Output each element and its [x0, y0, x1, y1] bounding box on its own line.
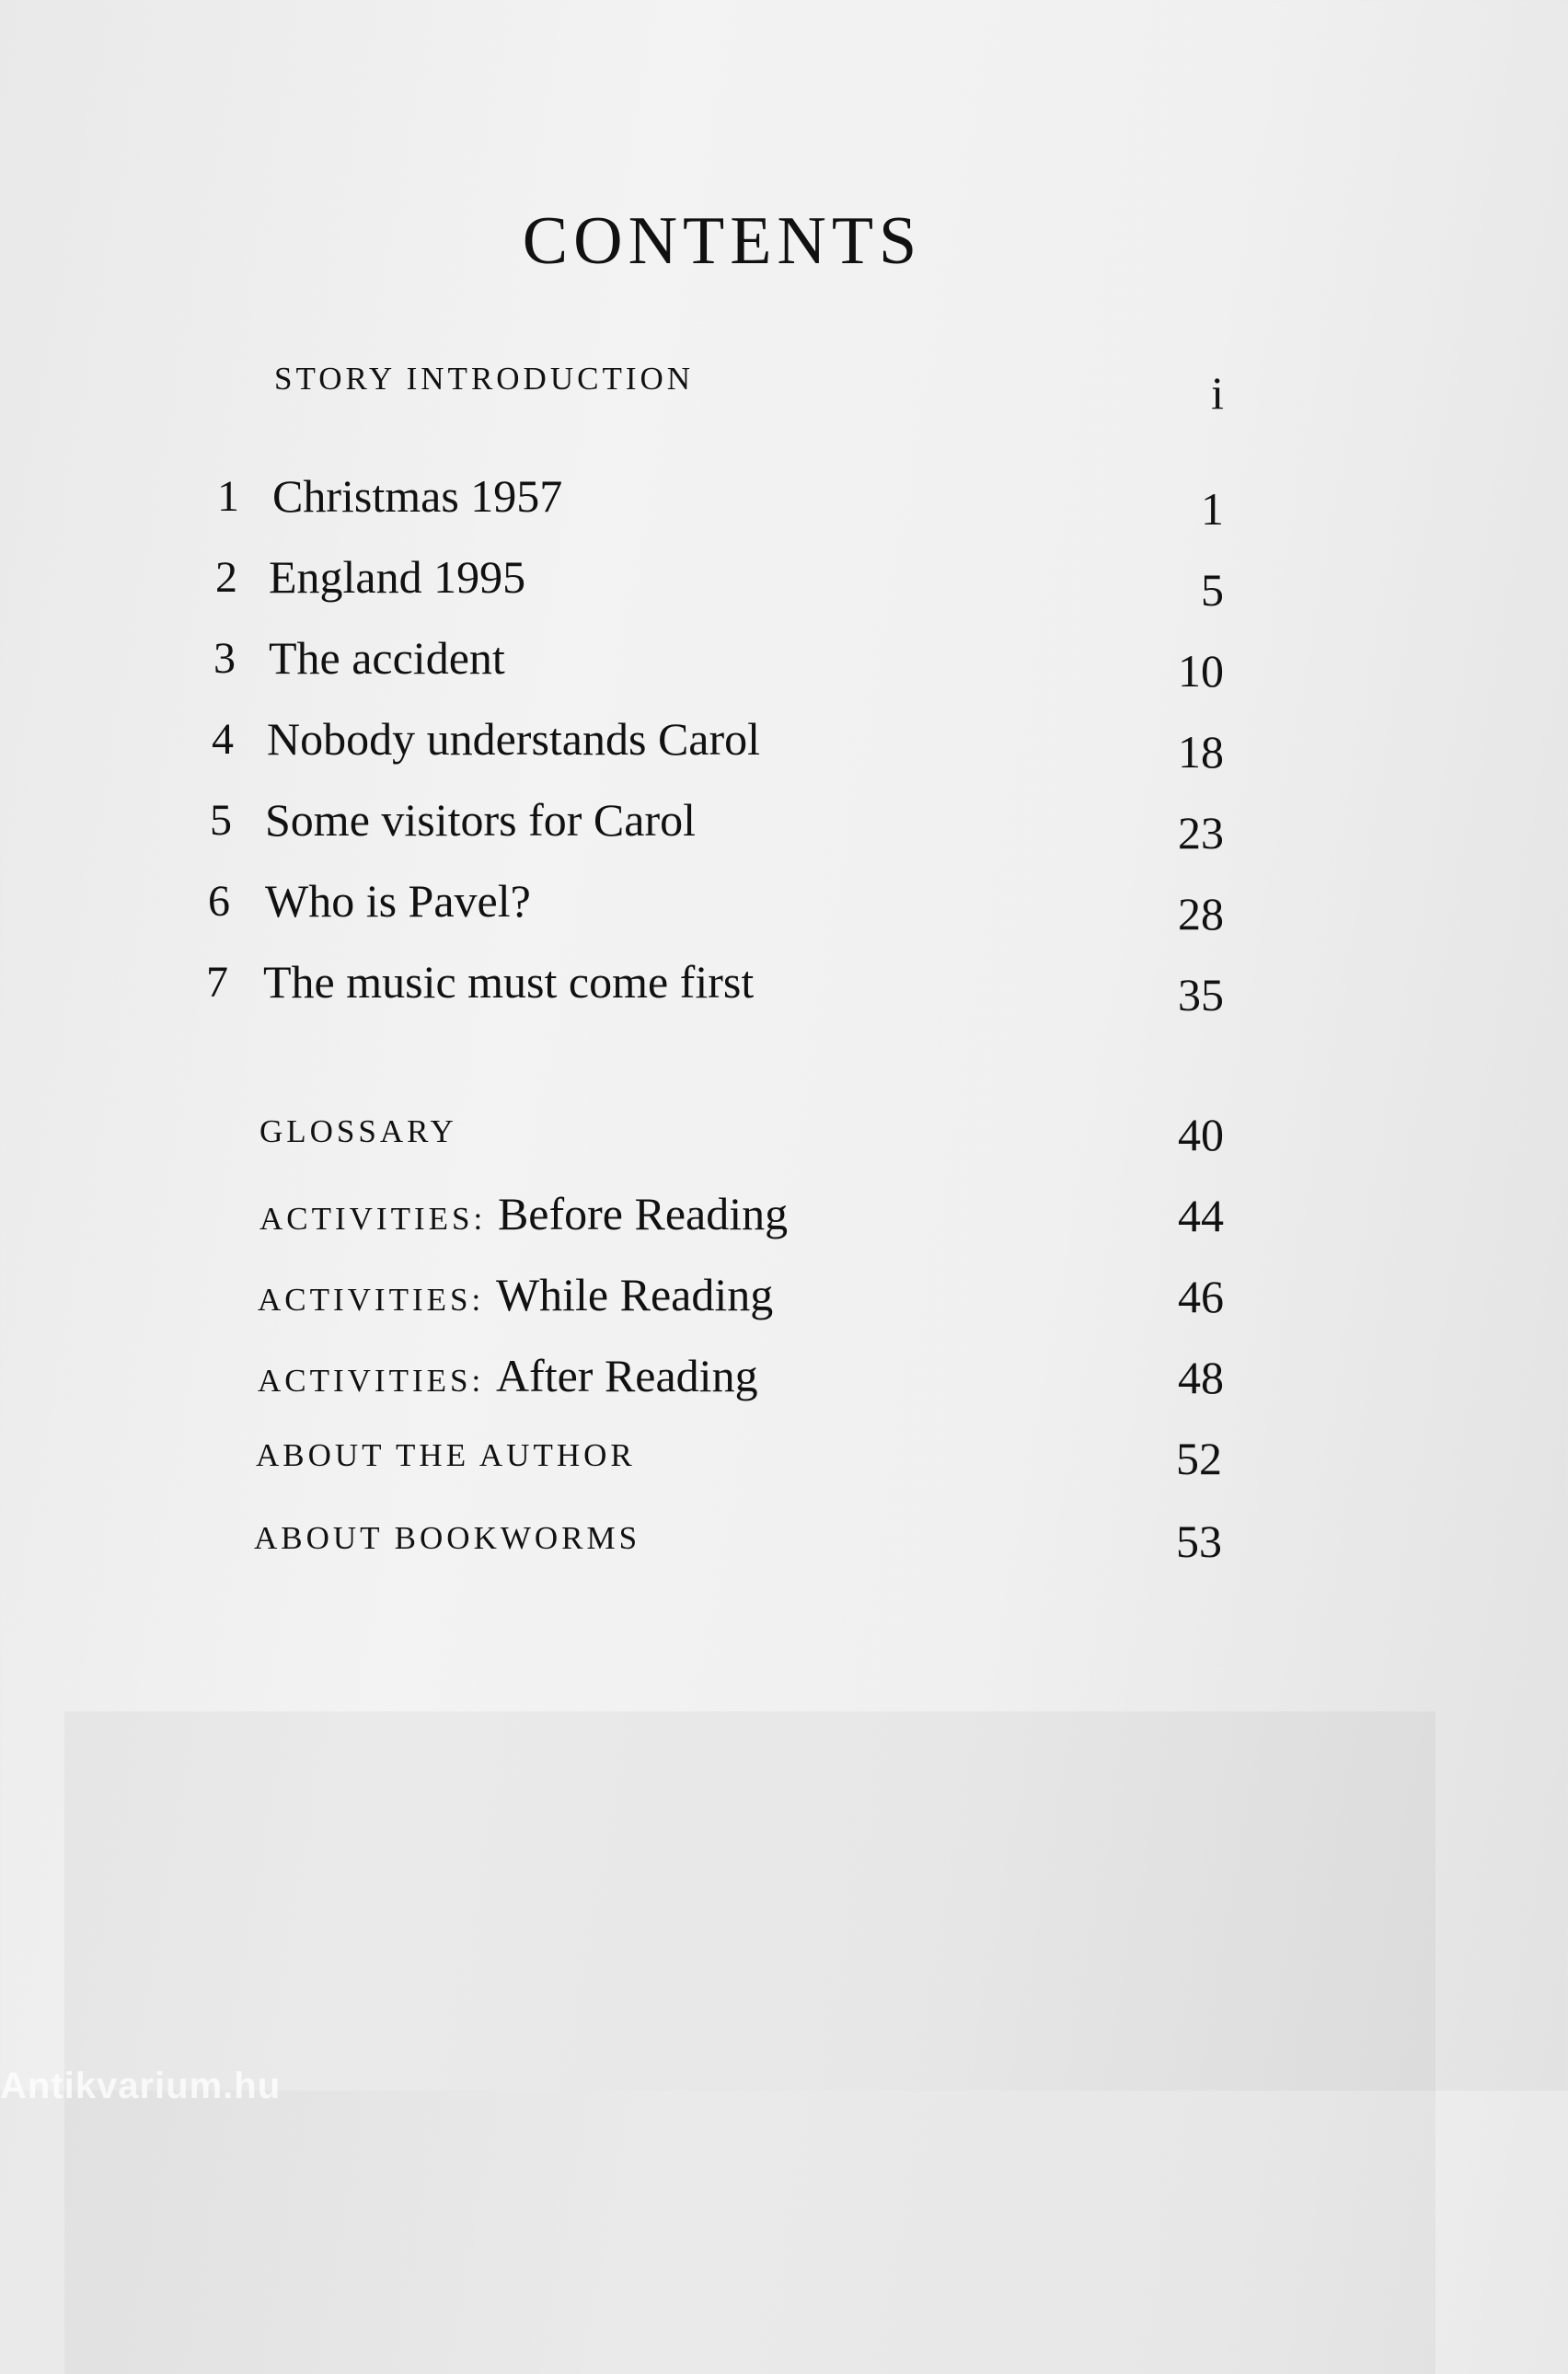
chapter-number: 2	[215, 553, 237, 602]
toc-page-number: 46	[1178, 1271, 1224, 1322]
chapter-number: 5	[210, 796, 232, 845]
toc-label: After Reading	[495, 1350, 758, 1401]
toc-label: While Reading	[495, 1269, 774, 1320]
toc-page-number: 35	[1178, 969, 1224, 1020]
toc-label: Before Reading	[497, 1188, 789, 1239]
toc-page-number: 10	[1178, 645, 1224, 697]
chapter-title: Some visitors for Carol	[265, 794, 697, 846]
watermark: Antikvarium.hu	[0, 2066, 282, 2106]
toc-page-number: 53	[1176, 1515, 1222, 1567]
toc-page-number: 23	[1178, 807, 1224, 859]
chapter-title: England 1995	[269, 551, 526, 603]
chapter-title: The music must come first	[263, 956, 755, 1008]
chapter-number: 3	[213, 634, 236, 683]
toc-label: STORY INTRODUCTION	[274, 361, 695, 397]
chapter-title: Who is Pavel?	[265, 875, 531, 927]
chapter-number: 1	[217, 472, 239, 521]
toc-page-number: 1	[1201, 483, 1224, 535]
chapter-number: 4	[212, 715, 234, 764]
toc-page-number: 28	[1178, 888, 1224, 939]
toc-label: ABOUT BOOKWORMS	[254, 1520, 641, 1556]
chapter-title: The accident	[269, 632, 505, 684]
toc-page-number: 48	[1178, 1352, 1224, 1403]
toc-page-number: 52	[1176, 1433, 1222, 1484]
toc-page-number: 44	[1178, 1190, 1224, 1241]
toc-label-prefix: ACTIVITIES: While Reading	[258, 1269, 774, 1320]
toc-page-number: 18	[1178, 726, 1224, 778]
chapter-title: Nobody understands Carol	[267, 713, 761, 765]
toc-label: ABOUT THE AUTHOR	[256, 1437, 636, 1473]
toc-label-prefix: ACTIVITIES: Before Reading	[259, 1188, 789, 1239]
bleed-through-image	[64, 1711, 1435, 2374]
chapter-number: 7	[206, 958, 228, 1007]
chapter-number: 6	[208, 877, 230, 926]
toc-page-number: 40	[1178, 1109, 1224, 1160]
chapter-title: Christmas 1957	[272, 470, 563, 522]
toc-label-prefix: ACTIVITIES: After Reading	[258, 1350, 758, 1401]
toc-label: GLOSSARY	[259, 1113, 457, 1149]
toc-page-number: i	[1211, 367, 1224, 419]
page-title: CONTENTS	[522, 202, 923, 279]
toc-page-number: 5	[1201, 564, 1224, 616]
